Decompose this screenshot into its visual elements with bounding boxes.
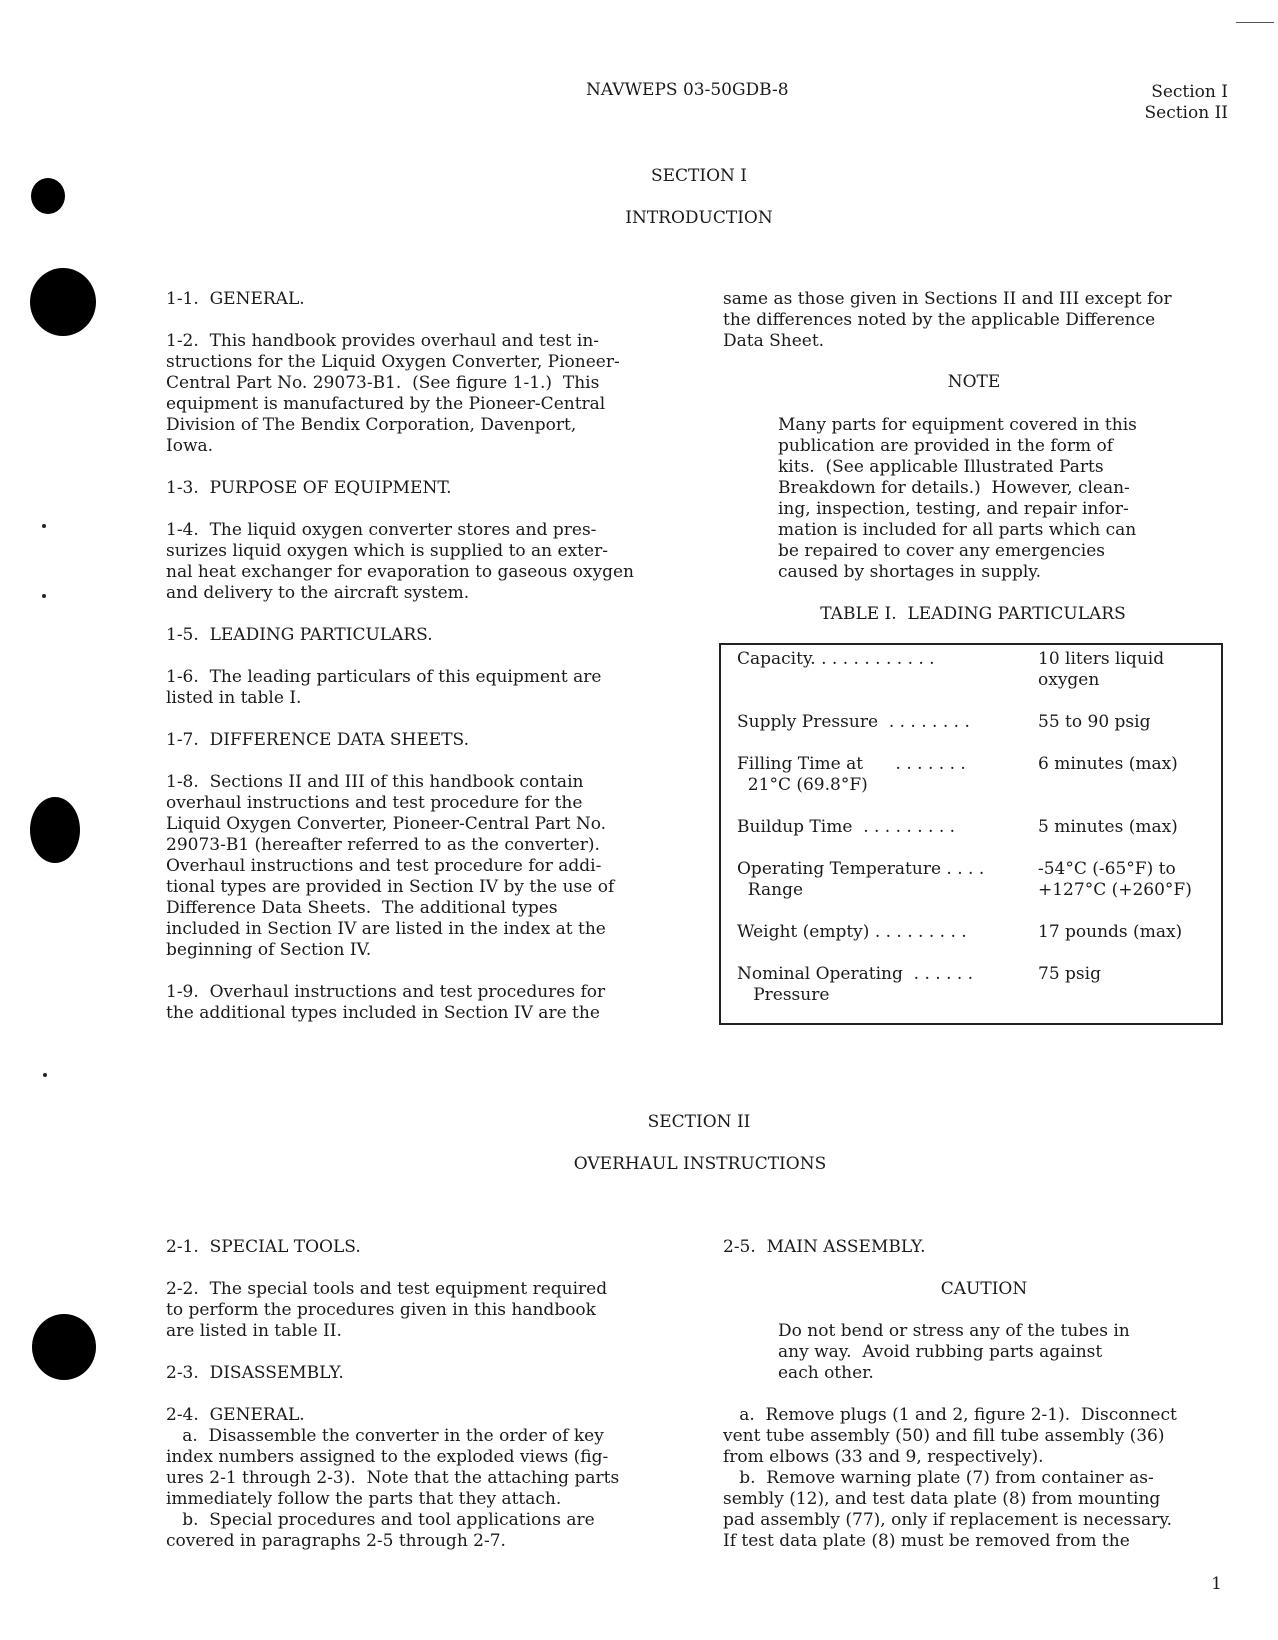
punch-hole <box>31 178 65 214</box>
leading-particulars-table <box>719 643 1223 1025</box>
text-line: Data Sheet. <box>723 331 825 351</box>
text-line: 1-6. The leading particulars of this equipment are <box>166 667 602 687</box>
text-line: equipment is manufactured by the Pioneer-Central <box>166 394 606 414</box>
table-row-value: 6 minutes (max) <box>1038 754 1178 774</box>
table-row-value: 55 to 90 psig <box>1038 712 1151 732</box>
table-row-label: Operating Temperature . . . . Range <box>737 859 985 900</box>
section1-left-column <box>166 289 686 1024</box>
note-line: Breakdown for details.) However, clean- <box>778 478 1130 498</box>
section-subtitle: OVERHAUL INSTRUCTIONS <box>573 1154 827 1174</box>
text-line: same as those given in Sections II and III except for <box>723 289 1172 309</box>
text-line: structions for the Liquid Oxygen Converter, Pioneer- <box>166 352 620 372</box>
text-line: the additional types included in Section IV are the <box>166 1003 600 1023</box>
speck <box>43 1073 47 1077</box>
text-line: and delivery to the aircraft system. <box>166 583 470 603</box>
text-line <box>166 310 686 331</box>
table-row-label: Filling Time at . . . . . . . 21°C (69.8°F) <box>737 754 966 795</box>
text-line: a. Disassemble the converter in the order of key <box>166 1426 604 1446</box>
text-line: 1-9. Overhaul instructions and test procedures for <box>166 982 606 1002</box>
table-row-label: Weight (empty) . . . . . . . . . <box>737 922 967 942</box>
text-line: b. Remove warning plate (7) from container as- <box>723 1468 1154 1488</box>
text-line: 2-4. GENERAL. <box>166 1405 305 1425</box>
table-row-value: 10 liters liquid oxygen <box>1038 649 1165 690</box>
text-line <box>166 709 686 730</box>
main-assembly-heading: 2-5. MAIN ASSEMBLY. <box>723 1237 926 1257</box>
text-line: 1-1. GENERAL. <box>166 289 305 309</box>
page-number: 1 <box>1211 1574 1222 1594</box>
text-line: b. Special procedures and tool applications are <box>166 1510 595 1530</box>
note-line: Many parts for equipment covered in this <box>778 415 1137 435</box>
punch-hole <box>32 1314 96 1380</box>
caution-line: any way. Avoid rubbing parts against <box>778 1342 1103 1362</box>
table-row-label: Nominal Operating . . . . . . Pressure <box>737 964 974 1005</box>
note-line: mation is included for all parts which can <box>778 520 1137 540</box>
text-line: 1-8. Sections II and III of this handbook contain <box>166 772 584 792</box>
punch-hole <box>30 268 96 336</box>
section2-left-column <box>166 1237 686 1552</box>
text-line: 1-4. The liquid oxygen converter stores and pres- <box>166 520 597 540</box>
text-line: Liquid Oxygen Converter, Pioneer-Central Part No. <box>166 814 607 834</box>
text-line: included in Section IV are listed in the index at the <box>166 919 606 939</box>
text-line <box>166 1384 686 1405</box>
text-line: sembly (12), and test data plate (8) from mounting <box>723 1489 1161 1509</box>
text-line: to perform the procedures given in this handbook <box>166 1300 596 1320</box>
punch-hole <box>30 797 80 863</box>
table-row-value: 17 pounds (max) <box>1038 922 1183 942</box>
section1-right-column <box>723 289 1243 352</box>
text-line: 2-1. SPECIAL TOOLS. <box>166 1237 361 1257</box>
section-title: SECTION I <box>650 166 748 186</box>
text-line: 1-7. DIFFERENCE DATA SHEETS. <box>166 730 469 750</box>
text-line: Division of The Bendix Corporation, Davenport, <box>166 415 577 435</box>
text-line: beginning of Section IV. <box>166 940 372 960</box>
text-line: pad assembly (77), only if replacement is necessary. <box>723 1510 1173 1530</box>
note-line: ing, inspection, testing, and repair infor- <box>778 499 1129 519</box>
section-indicator-1: Section I <box>1151 82 1228 102</box>
text-line: 2-2. The special tools and test equipment required <box>166 1279 608 1299</box>
note-body <box>778 415 1218 583</box>
text-line: nal heat exchanger for evaporation to gaseous oxygen <box>166 562 634 582</box>
text-line <box>166 751 686 772</box>
text-line: are listed in table II. <box>166 1321 342 1341</box>
table-title: TABLE I. LEADING PARTICULARS <box>820 604 1126 624</box>
text-line: Overhaul instructions and test procedure for addi- <box>166 856 602 876</box>
text-line: Central Part No. 29073-B1. (See figure 1-1.) This <box>166 373 600 393</box>
text-line: immediately follow the parts that they attach. <box>166 1489 562 1509</box>
caution-title: CAUTION <box>940 1279 1028 1299</box>
text-line <box>166 457 686 478</box>
section2-right-column <box>723 1405 1243 1552</box>
caution-line: Do not bend or stress any of the tubes in <box>778 1321 1130 1341</box>
speck <box>42 524 46 528</box>
text-line <box>166 646 686 667</box>
note-line: caused by shortages in supply. <box>778 562 1042 582</box>
text-line: Iowa. <box>166 436 214 456</box>
table-row-value: 5 minutes (max) <box>1038 817 1178 837</box>
text-line: surizes liquid oxygen which is supplied to an exter- <box>166 541 608 561</box>
table-row-label: Capacity. . . . . . . . . . . . <box>737 649 935 669</box>
text-line <box>166 499 686 520</box>
text-line: from elbows (33 and 9, respectively). <box>723 1447 1044 1467</box>
text-line: Difference Data Sheets. The additional types <box>166 898 558 918</box>
document-number: NAVWEPS 03-50GDB-8 <box>586 80 789 100</box>
section-title: SECTION II <box>647 1112 751 1132</box>
text-line <box>166 961 686 982</box>
text-line: listed in table I. <box>166 688 302 708</box>
table-row-label: Buildup Time . . . . . . . . . <box>737 817 956 837</box>
text-line <box>166 1258 686 1279</box>
note-line: be repaired to cover any emergencies <box>778 541 1105 561</box>
speck <box>42 594 46 598</box>
corner-mark <box>1236 22 1274 23</box>
caution-line: each other. <box>778 1363 874 1383</box>
text-line: covered in paragraphs 2-5 through 2-7. <box>166 1531 506 1551</box>
table-row-label: Supply Pressure . . . . . . . . <box>737 712 970 732</box>
text-line: 29073-B1 (hereafter referred to as the converter). <box>166 835 600 855</box>
section-indicator-2: Section II <box>1144 103 1228 123</box>
text-line: If test data plate (8) must be removed from the <box>723 1531 1130 1551</box>
text-line: ures 2-1 through 2-3). Note that the attaching parts <box>166 1468 620 1488</box>
table-row-value: 75 psig <box>1038 964 1101 984</box>
section-subtitle: INTRODUCTION <box>625 208 773 228</box>
note-title: NOTE <box>947 372 1001 392</box>
table-row-value: -54°C (-65°F) to +127°C (+260°F) <box>1038 859 1192 900</box>
note-line: publication are provided in the form of <box>778 436 1114 456</box>
text-line <box>166 604 686 625</box>
text-line: 1-2. This handbook provides overhaul and test in- <box>166 331 600 351</box>
text-line: the differences noted by the applicable Difference <box>723 310 1156 330</box>
text-line: tional types are provided in Section IV by the use of <box>166 877 615 897</box>
text-line: index numbers assigned to the exploded views (fig- <box>166 1447 609 1467</box>
text-line <box>166 1342 686 1363</box>
text-line: vent tube assembly (50) and fill tube assembly (36) <box>723 1426 1165 1446</box>
text-line: 1-5. LEADING PARTICULARS. <box>166 625 433 645</box>
text-line: 1-3. PURPOSE OF EQUIPMENT. <box>166 478 452 498</box>
text-line: overhaul instructions and test procedure for the <box>166 793 583 813</box>
note-line: kits. (See applicable Illustrated Parts <box>778 457 1104 477</box>
text-line: a. Remove plugs (1 and 2, figure 2-1). Disconnect <box>723 1405 1177 1425</box>
caution-body <box>778 1321 1218 1384</box>
text-line: 2-3. DISASSEMBLY. <box>166 1363 344 1383</box>
